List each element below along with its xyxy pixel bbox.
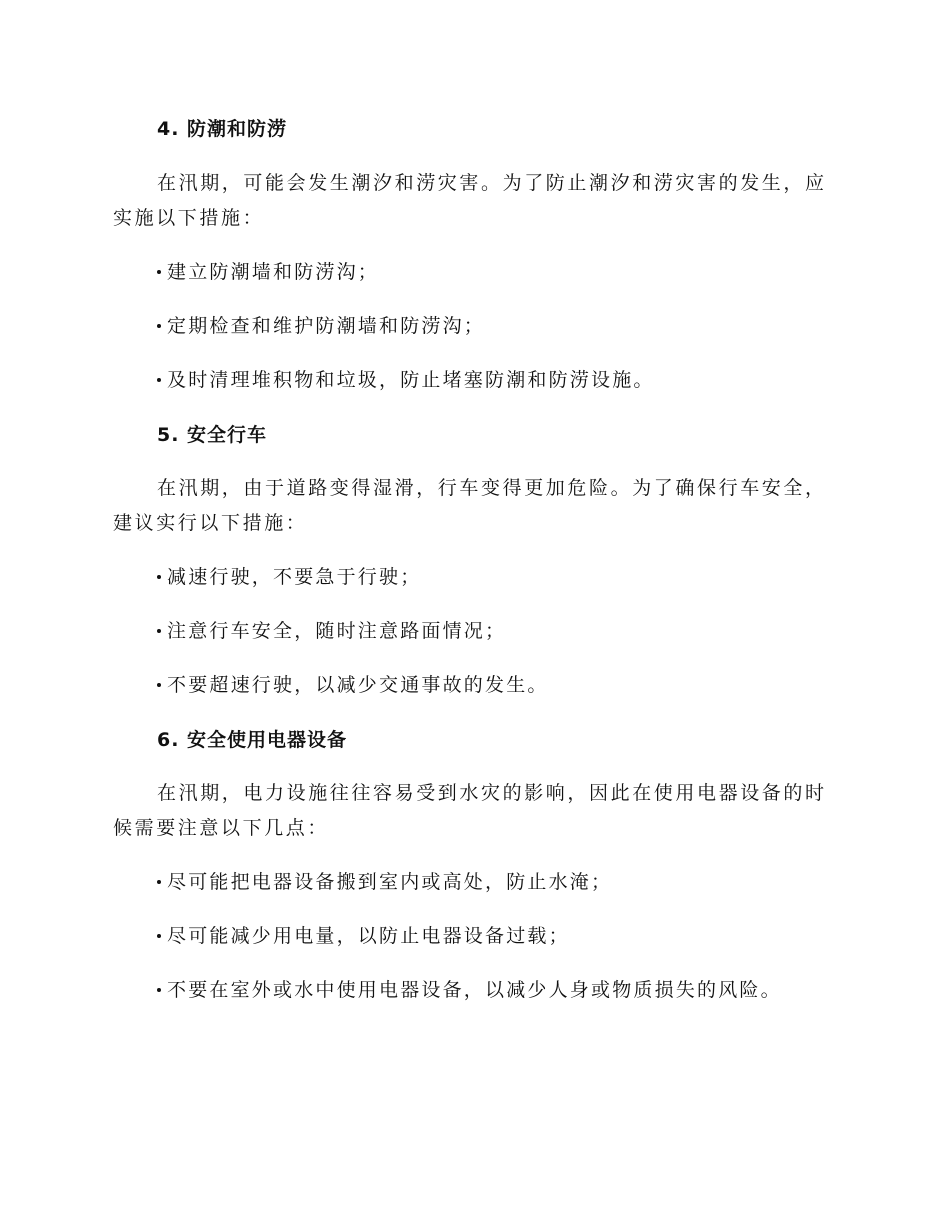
bullet-dot-icon [157, 575, 161, 579]
bullet-dot-icon [157, 683, 161, 687]
bullet-dot-icon [157, 324, 161, 328]
list-item [157, 311, 485, 338]
paragraph-line: 在汛期，可能会发生潮汐和涝灾害。为了防止潮汐和涝灾害的发生，应 [157, 172, 827, 194]
list-item-text: 及时清理堆积物和垃圾，防止堵塞防潮和防涝设施。 [167, 369, 655, 391]
bullet-dot-icon [157, 988, 161, 992]
paragraph-line: 实施以下措施： [113, 207, 265, 229]
list-item-text: 尽可能减少用电量，以防止电器设备过载； [167, 925, 570, 947]
section-heading: 4. 防潮和防涝 [157, 118, 288, 140]
list-item-text: 不要在室外或水中使用电器设备，以减少人身或物质损失的风险。 [167, 979, 782, 1001]
bullet-dot-icon [157, 629, 161, 633]
list-item [157, 365, 655, 392]
list-item-text: 定期检查和维护防潮墙和防涝沟； [167, 315, 486, 337]
list-item-text: 不要超速行驶，以减少交通事故的发生。 [167, 674, 549, 696]
section-heading: 6. 安全使用电器设备 [157, 729, 348, 751]
paragraph-line: 建议实行以下措施： [113, 512, 308, 534]
bullet-dot-icon [157, 934, 161, 938]
list-item [157, 867, 612, 894]
list-item [157, 975, 782, 1002]
list-item [157, 257, 379, 284]
list-item [157, 616, 506, 643]
bullet-dot-icon [157, 378, 161, 382]
paragraph-line: 在汛期，由于道路变得湿滑，行车变得更加危险。为了确保行车安全， [157, 477, 827, 499]
section-heading: 5. 安全行车 [157, 424, 268, 446]
bullet-dot-icon [157, 270, 161, 274]
paragraph-line: 在汛期，电力设施往往容易受到水灾的影响，因此在使用电器设备的时 [157, 782, 827, 804]
list-item-text: 建立防潮墙和防涝沟； [167, 261, 380, 283]
list-item-text: 减速行驶，不要急于行驶； [167, 566, 422, 588]
bullet-dot-icon [157, 880, 161, 884]
paragraph-line: 候需要注意以下几点： [113, 817, 330, 839]
list-item [157, 670, 549, 697]
list-item [157, 921, 570, 948]
list-item-text: 尽可能把电器设备搬到室内或高处，防止水淹； [167, 871, 613, 893]
list-item-text: 注意行车安全，随时注意路面情况； [167, 620, 507, 642]
list-item [157, 562, 421, 589]
